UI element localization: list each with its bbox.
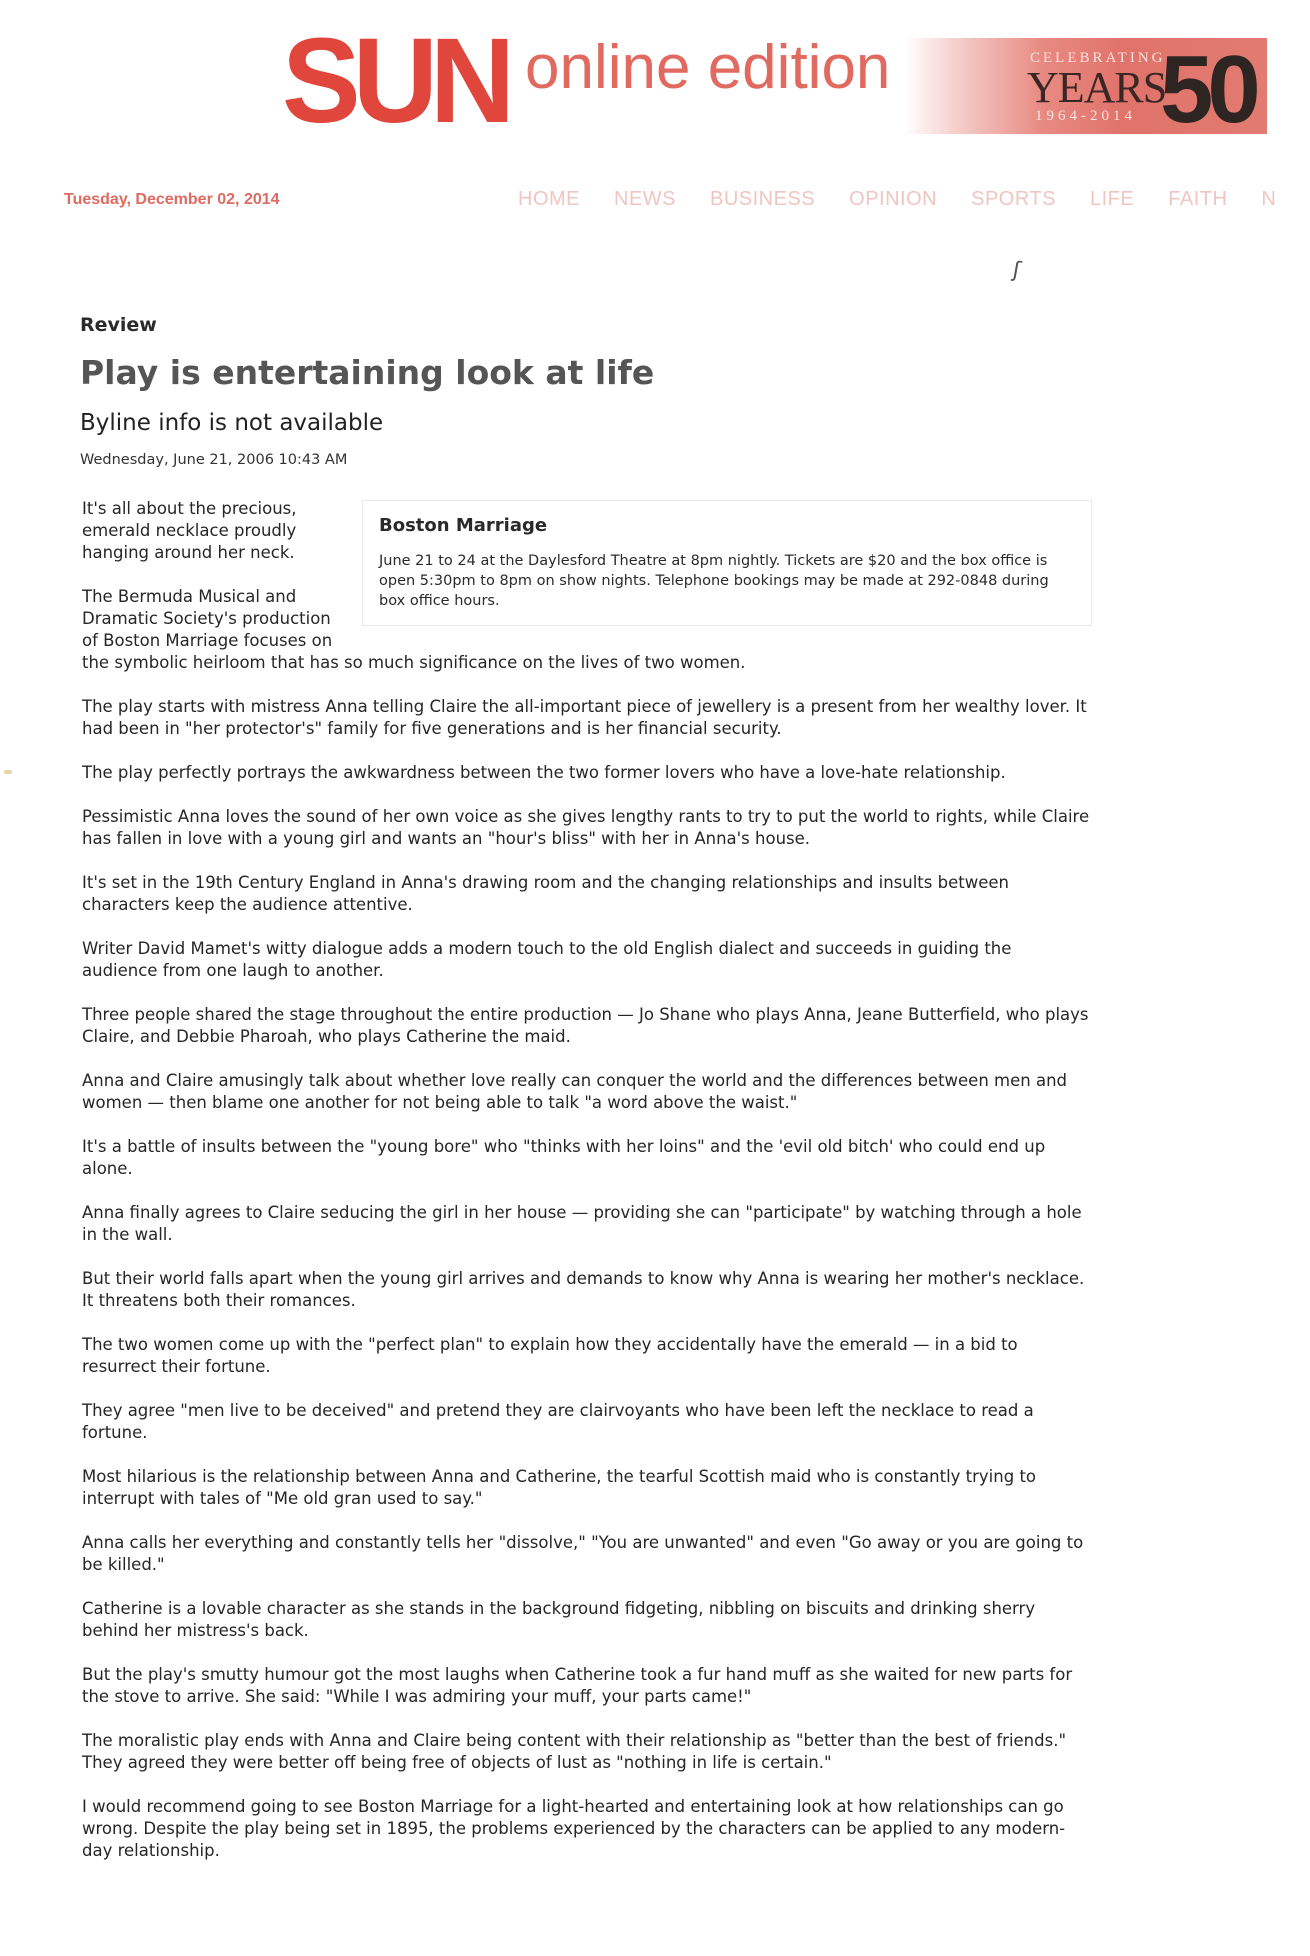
article-paragraph: The Bermuda Musical and Dramatic Society's production of Boston Marriage focuses on the symbolic heirloom that has so much significance on the lives of two women. bbox=[82, 587, 746, 672]
nav-faith[interactable]: FAITH bbox=[1168, 188, 1228, 210]
article-paragraph: The two women come up with the "perfect plan" to explain how they accidentally have the emerald — in a bid to resurrect their fortune. bbox=[82, 1335, 1018, 1376]
anniversary-years-text: YEARS bbox=[1027, 63, 1167, 112]
article-paragraph: The moralistic play ends with Anna and Claire being content with their relationship as "better than the best of friends." They agreed they were better off being free of objects of lust as "nothing in life is certain." bbox=[82, 1731, 1067, 1772]
article-paragraph: I would recommend going to see Boston Marriage for a light-hearted and entertaining look at how relationships can go wrong. Despite the play being set in 1895, the problems experienced by the characters can be applied to any modern-day relationship. bbox=[82, 1797, 1066, 1860]
article-paragraph: The play starts with mistress Anna telling Claire the all-important piece of jewellery is a present from her wealthy lover. It had been in "her protector's" family for five generations and is her financial security. bbox=[82, 697, 1087, 738]
article-paragraph: Anna and Claire amusingly talk about whether love really can conquer the world and the differences between men and women — then blame one another for not being able to talk "a word above the waist." bbox=[82, 1071, 1068, 1112]
article-paragraph: The play perfectly portrays the awkwardness between the two former lovers who have a love-hate relationship. bbox=[82, 763, 1006, 782]
scan-artifact-dot bbox=[4, 770, 12, 774]
article-paragraph: It's a battle of insults between the "young bore" who "thinks with her loins" and the 'evil old bitch' who could end up alone. bbox=[82, 1137, 1046, 1178]
article-paragraph: Pessimistic Anna loves the sound of her own voice as she gives lengthy rants to try to put the world to rights, while Claire has fallen in love with a young girl and wants an "hour's bliss" with her in Anna's house. bbox=[82, 807, 1090, 848]
article-paragraph: It's all about the precious, emerald necklace proudly hanging around her neck. bbox=[82, 499, 297, 562]
sun-logo[interactable]: SUN bbox=[282, 13, 508, 149]
anniversary-banner bbox=[905, 36, 1267, 143]
article-paragraph: Catherine is a lovable character as she stands in the background fidgeting, nibbling on biscuits and drinking sherry behind her mistress's back. bbox=[82, 1599, 1036, 1640]
article-published-date: Wednesday, June 21, 2006 10:43 AM bbox=[80, 452, 348, 468]
article-headline: Play is entertaining look at life bbox=[80, 353, 655, 392]
article-paragraph: It's set in the 19th Century England in Anna's drawing room and the changing relationships and insults between characters keep the audience attentive. bbox=[82, 873, 1009, 914]
issue-date: Tuesday, December 02, 2014 bbox=[64, 191, 280, 208]
nav-more-truncated[interactable]: N bbox=[1261, 188, 1277, 210]
article-paragraph: Writer David Mamet's witty dialogue adds a modern touch to the old English dialect and succeeds in guiding the audience from one laugh to another. bbox=[82, 939, 1012, 980]
event-info-box bbox=[362, 500, 1092, 626]
article-paragraph: Most hilarious is the relationship between Anna and Catherine, the tearful Scottish maid who is constantly trying to interrupt with tales of "Me old gran used to say." bbox=[82, 1467, 1037, 1508]
nav-sports[interactable]: SPORTS bbox=[971, 188, 1056, 210]
anniversary-number: 50 bbox=[1160, 36, 1255, 143]
masthead bbox=[0, 0, 1267, 150]
article-paragraph: Three people shared the stage throughout the entire production — Jo Shane who plays Anna, Jeane Butterfield, who plays Claire, and Debbie Pharoah, who plays Catherine the maid. bbox=[82, 1005, 1089, 1046]
article-paragraph: But their world falls apart when the young girl arrives and demands to know why Anna is wearing her mother's necklace. It threatens both their romances. bbox=[82, 1269, 1085, 1310]
article-paragraph: They agree "men live to be deceived" and pretend they are clairvoyants who have been left the necklace to read a fortune. bbox=[82, 1401, 1034, 1442]
online-edition-wordmark: online edition bbox=[525, 33, 891, 102]
nav-news[interactable]: NEWS bbox=[614, 188, 676, 210]
nav-opinion[interactable]: OPINION bbox=[849, 188, 938, 210]
section-label: Review bbox=[80, 314, 157, 336]
article-paragraph: Anna finally agrees to Claire seducing the girl in her house — providing she can "participate" by watching through a hole in the wall. bbox=[82, 1203, 1082, 1244]
article-paragraph: But the play's smutty humour got the most laughs when Catherine took a fur hand muff as she waited for new parts for the stove to arrive. She said: "While I was admiring your muff, your parts came!" bbox=[82, 1665, 1073, 1706]
nav-home[interactable]: HOME bbox=[518, 188, 580, 210]
scan-artifact-mark: ʃ bbox=[1010, 257, 1023, 284]
article-paragraph: Anna calls her everything and constantly tells her "dissolve," "You are unwanted" and even "Go away or you are going to be killed." bbox=[82, 1533, 1084, 1574]
anniversary-celebrating-text: CELEBRATING bbox=[1030, 50, 1166, 66]
article-body bbox=[82, 498, 1092, 1884]
nav-life[interactable]: LIFE bbox=[1089, 188, 1135, 210]
main-nav bbox=[518, 188, 1277, 214]
event-info-text: June 21 to 24 at the Daylesford Theatre at 8pm nightly. Tickets are $20 and the box office is open 5:30pm to 8pm on show nights. Telephone bookings may be made at 292-0848 during box office hours. bbox=[379, 553, 1049, 609]
anniversary-range-text: 1964-2014 bbox=[1035, 108, 1136, 124]
article-byline: Byline info is not available bbox=[80, 410, 384, 436]
event-info-title: Boston Marriage bbox=[379, 515, 548, 536]
nav-business[interactable]: BUSINESS bbox=[710, 188, 816, 210]
